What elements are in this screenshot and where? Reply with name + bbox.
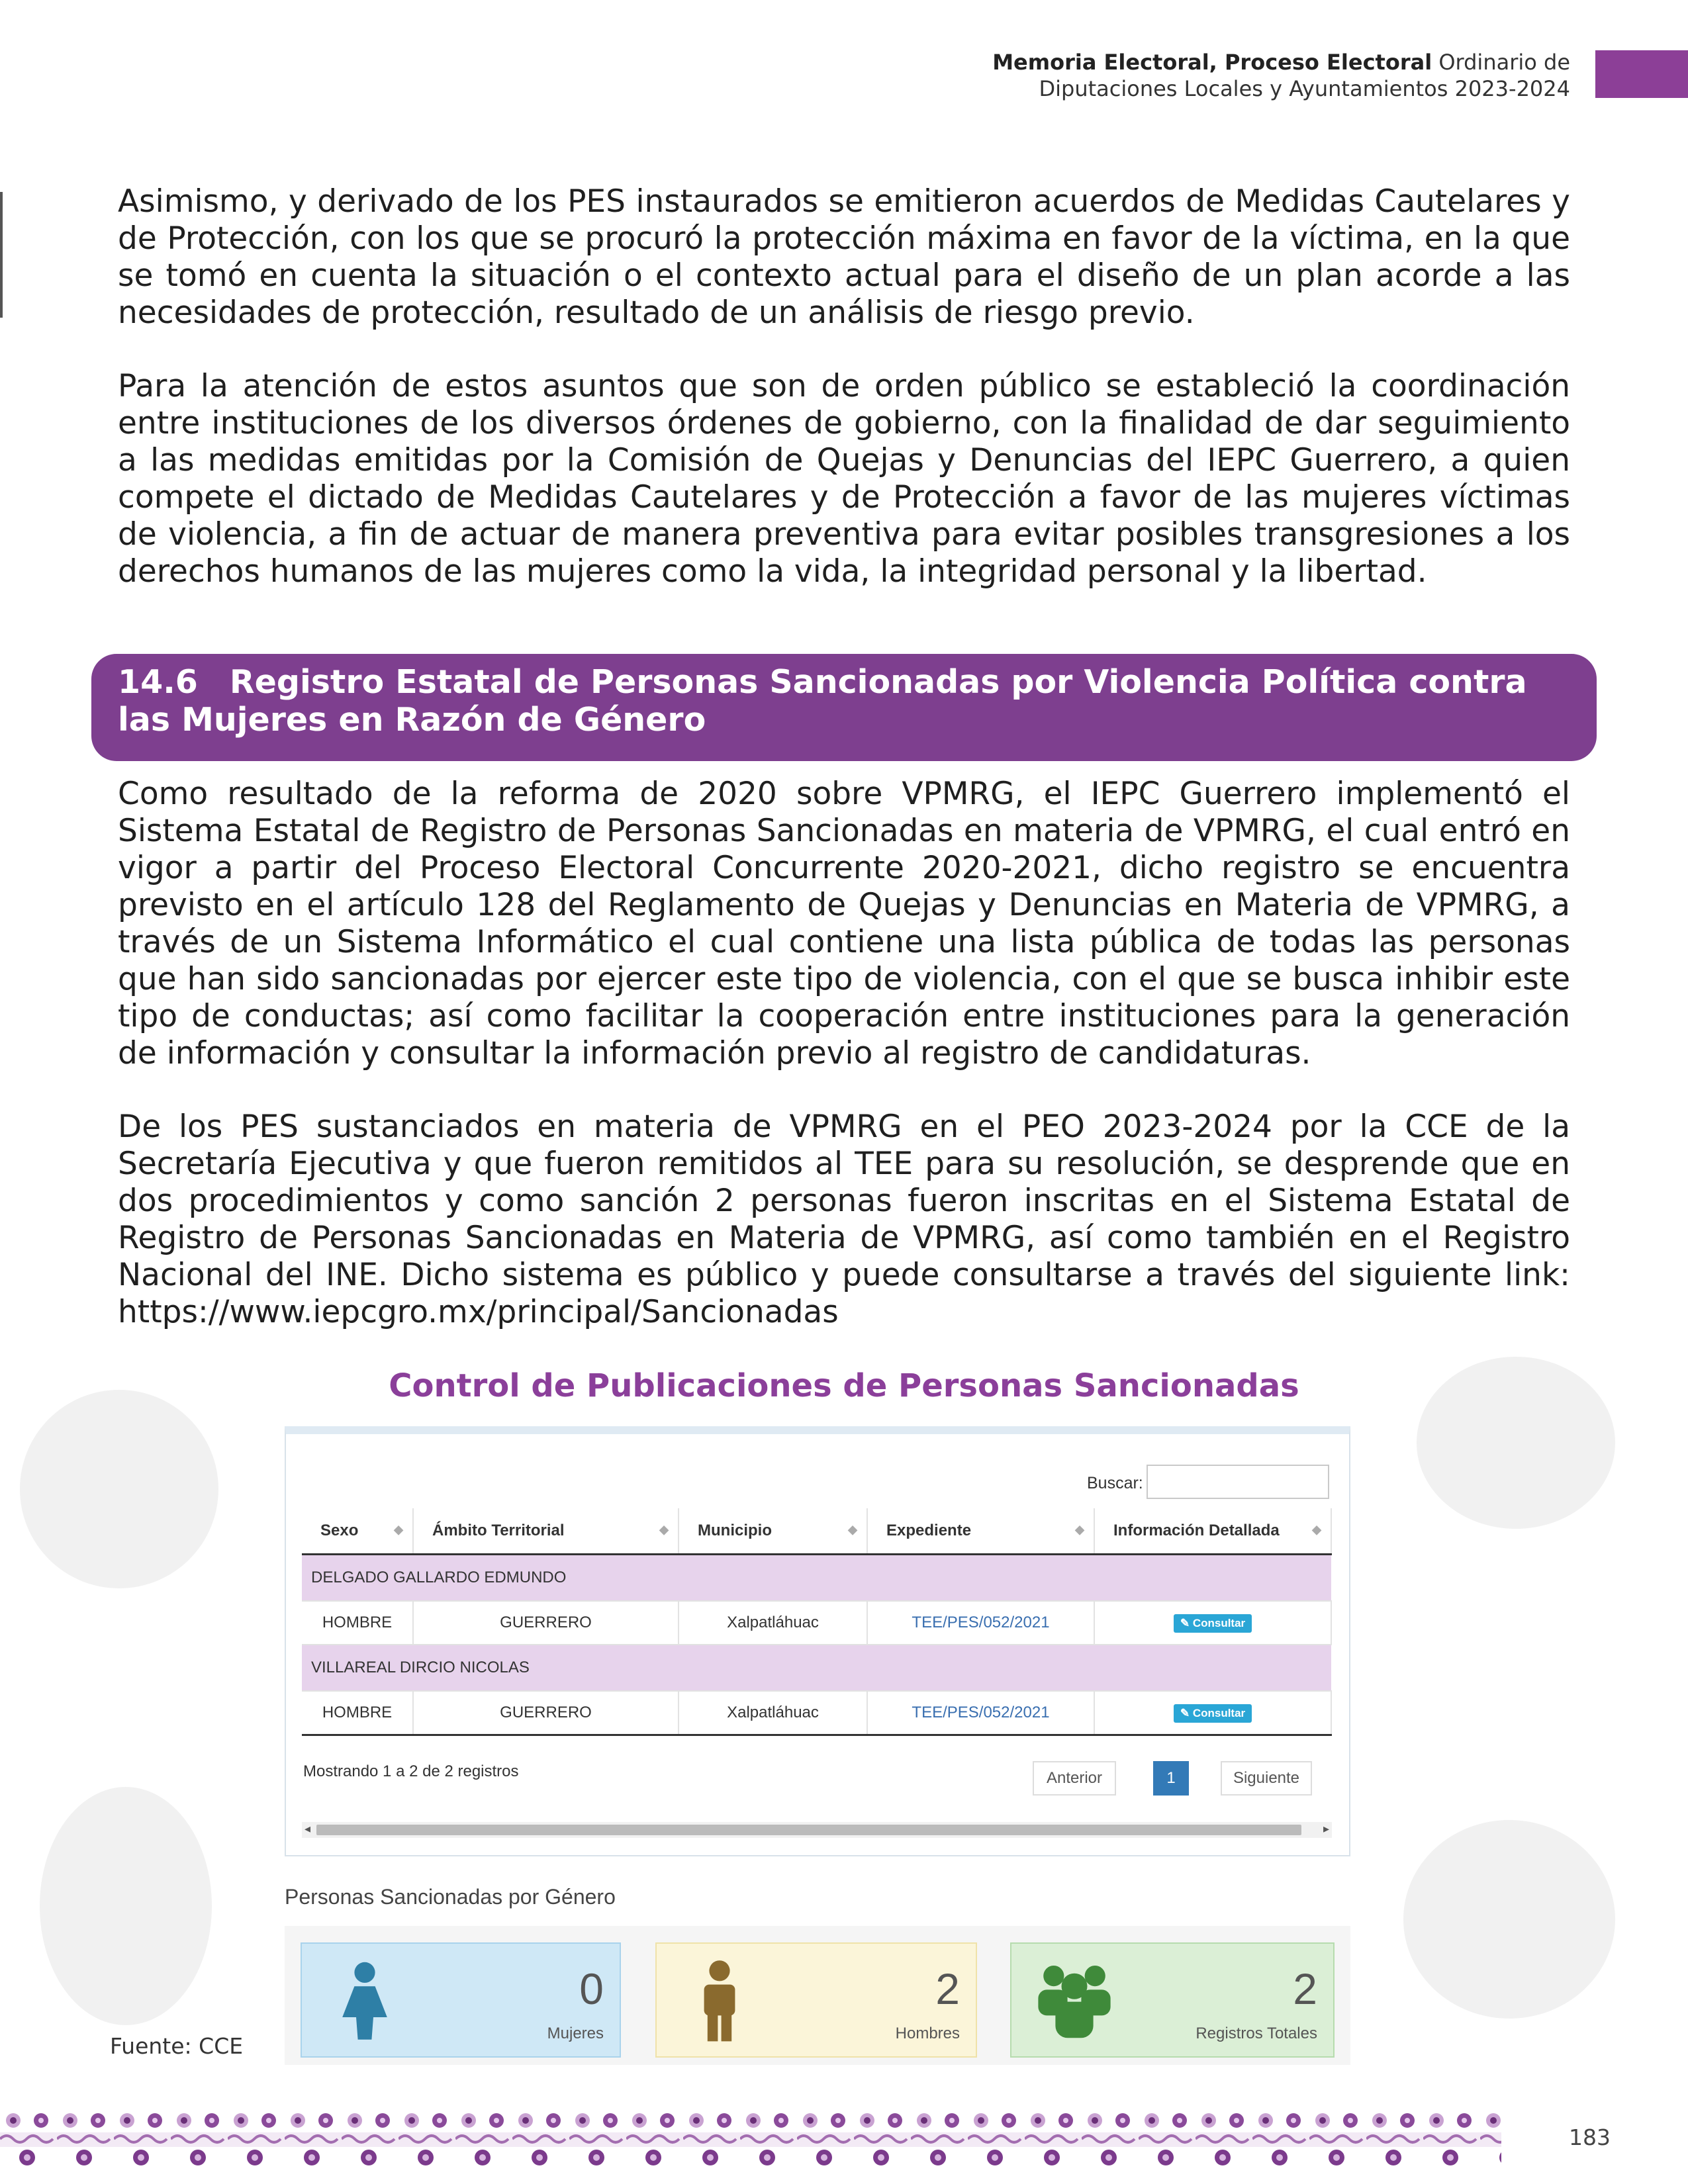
sort-icon: ◆ [1075,1523,1084,1536]
cell-ambito: GUERRERO [413,1691,679,1735]
hombres-count: 2 [935,1964,960,2013]
mujeres-label: Mujeres [547,2025,604,2042]
pagination-next-button[interactable]: Siguiente [1221,1761,1312,1796]
page-number: 183 [1569,2124,1611,2150]
gender-section-title: Personas Sancionadas por Género [285,1885,616,1909]
background-ornament [20,1390,218,1588]
sort-icon: ◆ [1312,1523,1321,1536]
column-header-expediente[interactable]: Expediente ◆ [867,1508,1094,1555]
section-number: 14.6 [118,663,198,701]
total-count: 2 [1293,1964,1317,2013]
group-row [302,1645,1331,1691]
cell-informacion [1094,1601,1331,1645]
cell-expediente[interactable]: TEE/PES/052/2021 [867,1601,1094,1645]
cell-sexo: HOMBRE [302,1601,413,1645]
page-header [992,49,1570,102]
paragraph-2: Para la atención de estos asuntos que son de orden público se estableció la coordinación entre instituciones de los diversos órdenes de gobierno, con la finalidad de dar seguimiento a las medidas emitidas por la Comisión de Quejas y Denuncias del IEPC Guerrero, a quien compete el dictado de Medidas Cautelares y de Protección a favor de las mujeres víctimas de violencia, a fin de actuar de manera preventiva para evitar posibles transgresiones a los derechos humanos de las mujeres como la vida, la integridad personal y la libertad. [118,368,1570,590]
table-row [302,1601,1331,1645]
total-label: Registros Totales [1196,2025,1317,2042]
group-icon [1031,1957,1117,2043]
cell-expediente[interactable]: TEE/PES/052/2021 [867,1691,1094,1735]
scroll-left-icon[interactable]: ◂ [305,1822,311,1835]
header-title-rest: Ordinario de [1432,50,1570,75]
pagination-prev-button[interactable]: Anterior [1033,1761,1116,1796]
section-title: Registro Estatal de Personas Sancionadas por Violencia Política contra las Mujeres en Razón de Género [118,663,1527,739]
consultar-button[interactable]: ✎ Consultar [1174,1704,1252,1723]
scrollbar-thumb[interactable] [316,1825,1301,1835]
paragraph-4: De los PES sustanciados en materia de VPMRG en el PEO 2023-2024 por la CCE de la Secretaría Ejecutiva y que fueron remitidos al TEE para su resolución, se desprende que en dos procedimientos y como sanción 2 personas fueron inscritas en el Sistema Estatal de Registro de Personas Sancionadas en Materia de VPMRG, así como también en el Registro Nacional del INE. Dicho sistema es público y puede consultarse a través del siguiente link: https://www.iepcgro.mx/principal/Sancionadas [118,1109,1570,1330]
cell-ambito: GUERRERO [413,1601,679,1645]
sanctioned-list-screenshot [285,1426,1350,1856]
cell-sexo: HOMBRE [302,1691,413,1735]
results-table [302,1508,1332,1736]
paragraph-1: Asimismo, y derivado de los PES instaurados se emitieron acuerdos de Medidas Cautelares y de Protección, con los que se procuró la protección máxima en favor de la víctima, en la que se tomó en cuenta la situación o el contexto actual para el diseño de un plan acorde a las necesidades de protección, resultado de un análisis de riesgo previo. [118,183,1570,331]
search-label: Buscar: [1087,1474,1143,1492]
group-name: DELGADO GALLARDO EDMUNDO [302,1555,1331,1602]
sort-icon: ◆ [659,1523,669,1536]
card-hombres [655,1942,977,2058]
sort-icon: ◆ [848,1523,857,1536]
group-name: VILLAREAL DIRCIO NICOLAS [302,1645,1331,1691]
margin-mark [0,192,3,318]
horizontal-scrollbar[interactable] [302,1822,1332,1838]
card-registros-totales [1010,1942,1335,2058]
mujeres-count: 0 [579,1964,604,2013]
female-icon [322,1957,408,2043]
header-subtitle: Diputaciones Locales y Ayuntamientos 2023-2024 [1039,76,1570,101]
scroll-right-icon[interactable]: ▸ [1323,1822,1329,1835]
background-ornament [1403,1820,1615,2019]
hombres-label: Hombres [895,2025,960,2042]
header-color-tab [1595,50,1688,98]
edit-icon: ✎ [1180,1707,1193,1719]
background-ornament [40,1787,212,2025]
card-mujeres [301,1942,621,2058]
group-row [302,1555,1331,1602]
column-header-informacion[interactable]: Información Detallada ◆ [1094,1508,1331,1555]
section-heading [91,654,1597,761]
column-header-sexo[interactable]: Sexo ◆ [302,1508,413,1555]
pagination-page-1[interactable]: 1 [1153,1761,1189,1796]
male-icon [677,1957,763,2043]
header-title-bold: Memoria Electoral, Proceso Electoral [992,50,1432,75]
records-info: Mostrando 1 a 2 de 2 registros [303,1762,519,1780]
search-input[interactable] [1147,1465,1329,1499]
edit-icon: ✎ [1180,1617,1193,1629]
column-header-ambito[interactable]: Ámbito Territorial ◆ [413,1508,679,1555]
consultar-button[interactable]: ✎ Consultar [1174,1614,1252,1633]
cell-informacion [1094,1691,1331,1735]
figure-title: Control de Publicaciones de Personas Sancionadas [389,1367,1299,1404]
source-note: Fuente: CCE [110,2033,244,2059]
paragraph-3: Como resultado de la reforma de 2020 sobre VPMRG, el IEPC Guerrero implementó el Sistema Estatal de Registro de Personas Sancionadas en materia de VPMRG, el cual entró en vigor a partir del Proceso Electoral Concurrente 2020-2021, dicho registro se encuentra previsto en el artículo 128 del Reglamento de Quejas y Denuncias en Materia de VPMRG, a través de un Sistema Informático el cual contiene una lista pública de todas las personas que han sido sancionadas por ejercer este tipo de violencia, con el que se busca inhibir este tipo de conductas; así como facilitar la cooperación entre instituciones para la generación de información y consultar la información previo al registro de candidaturas. [118,776,1570,1071]
column-header-municipio[interactable]: Municipio ◆ [679,1508,867,1555]
sort-icon: ◆ [394,1523,403,1536]
table-row [302,1691,1331,1735]
cell-municipio: Xalpatláhuac [679,1601,867,1645]
embroidery-border [0,2106,1501,2173]
cell-municipio: Xalpatláhuac [679,1691,867,1735]
